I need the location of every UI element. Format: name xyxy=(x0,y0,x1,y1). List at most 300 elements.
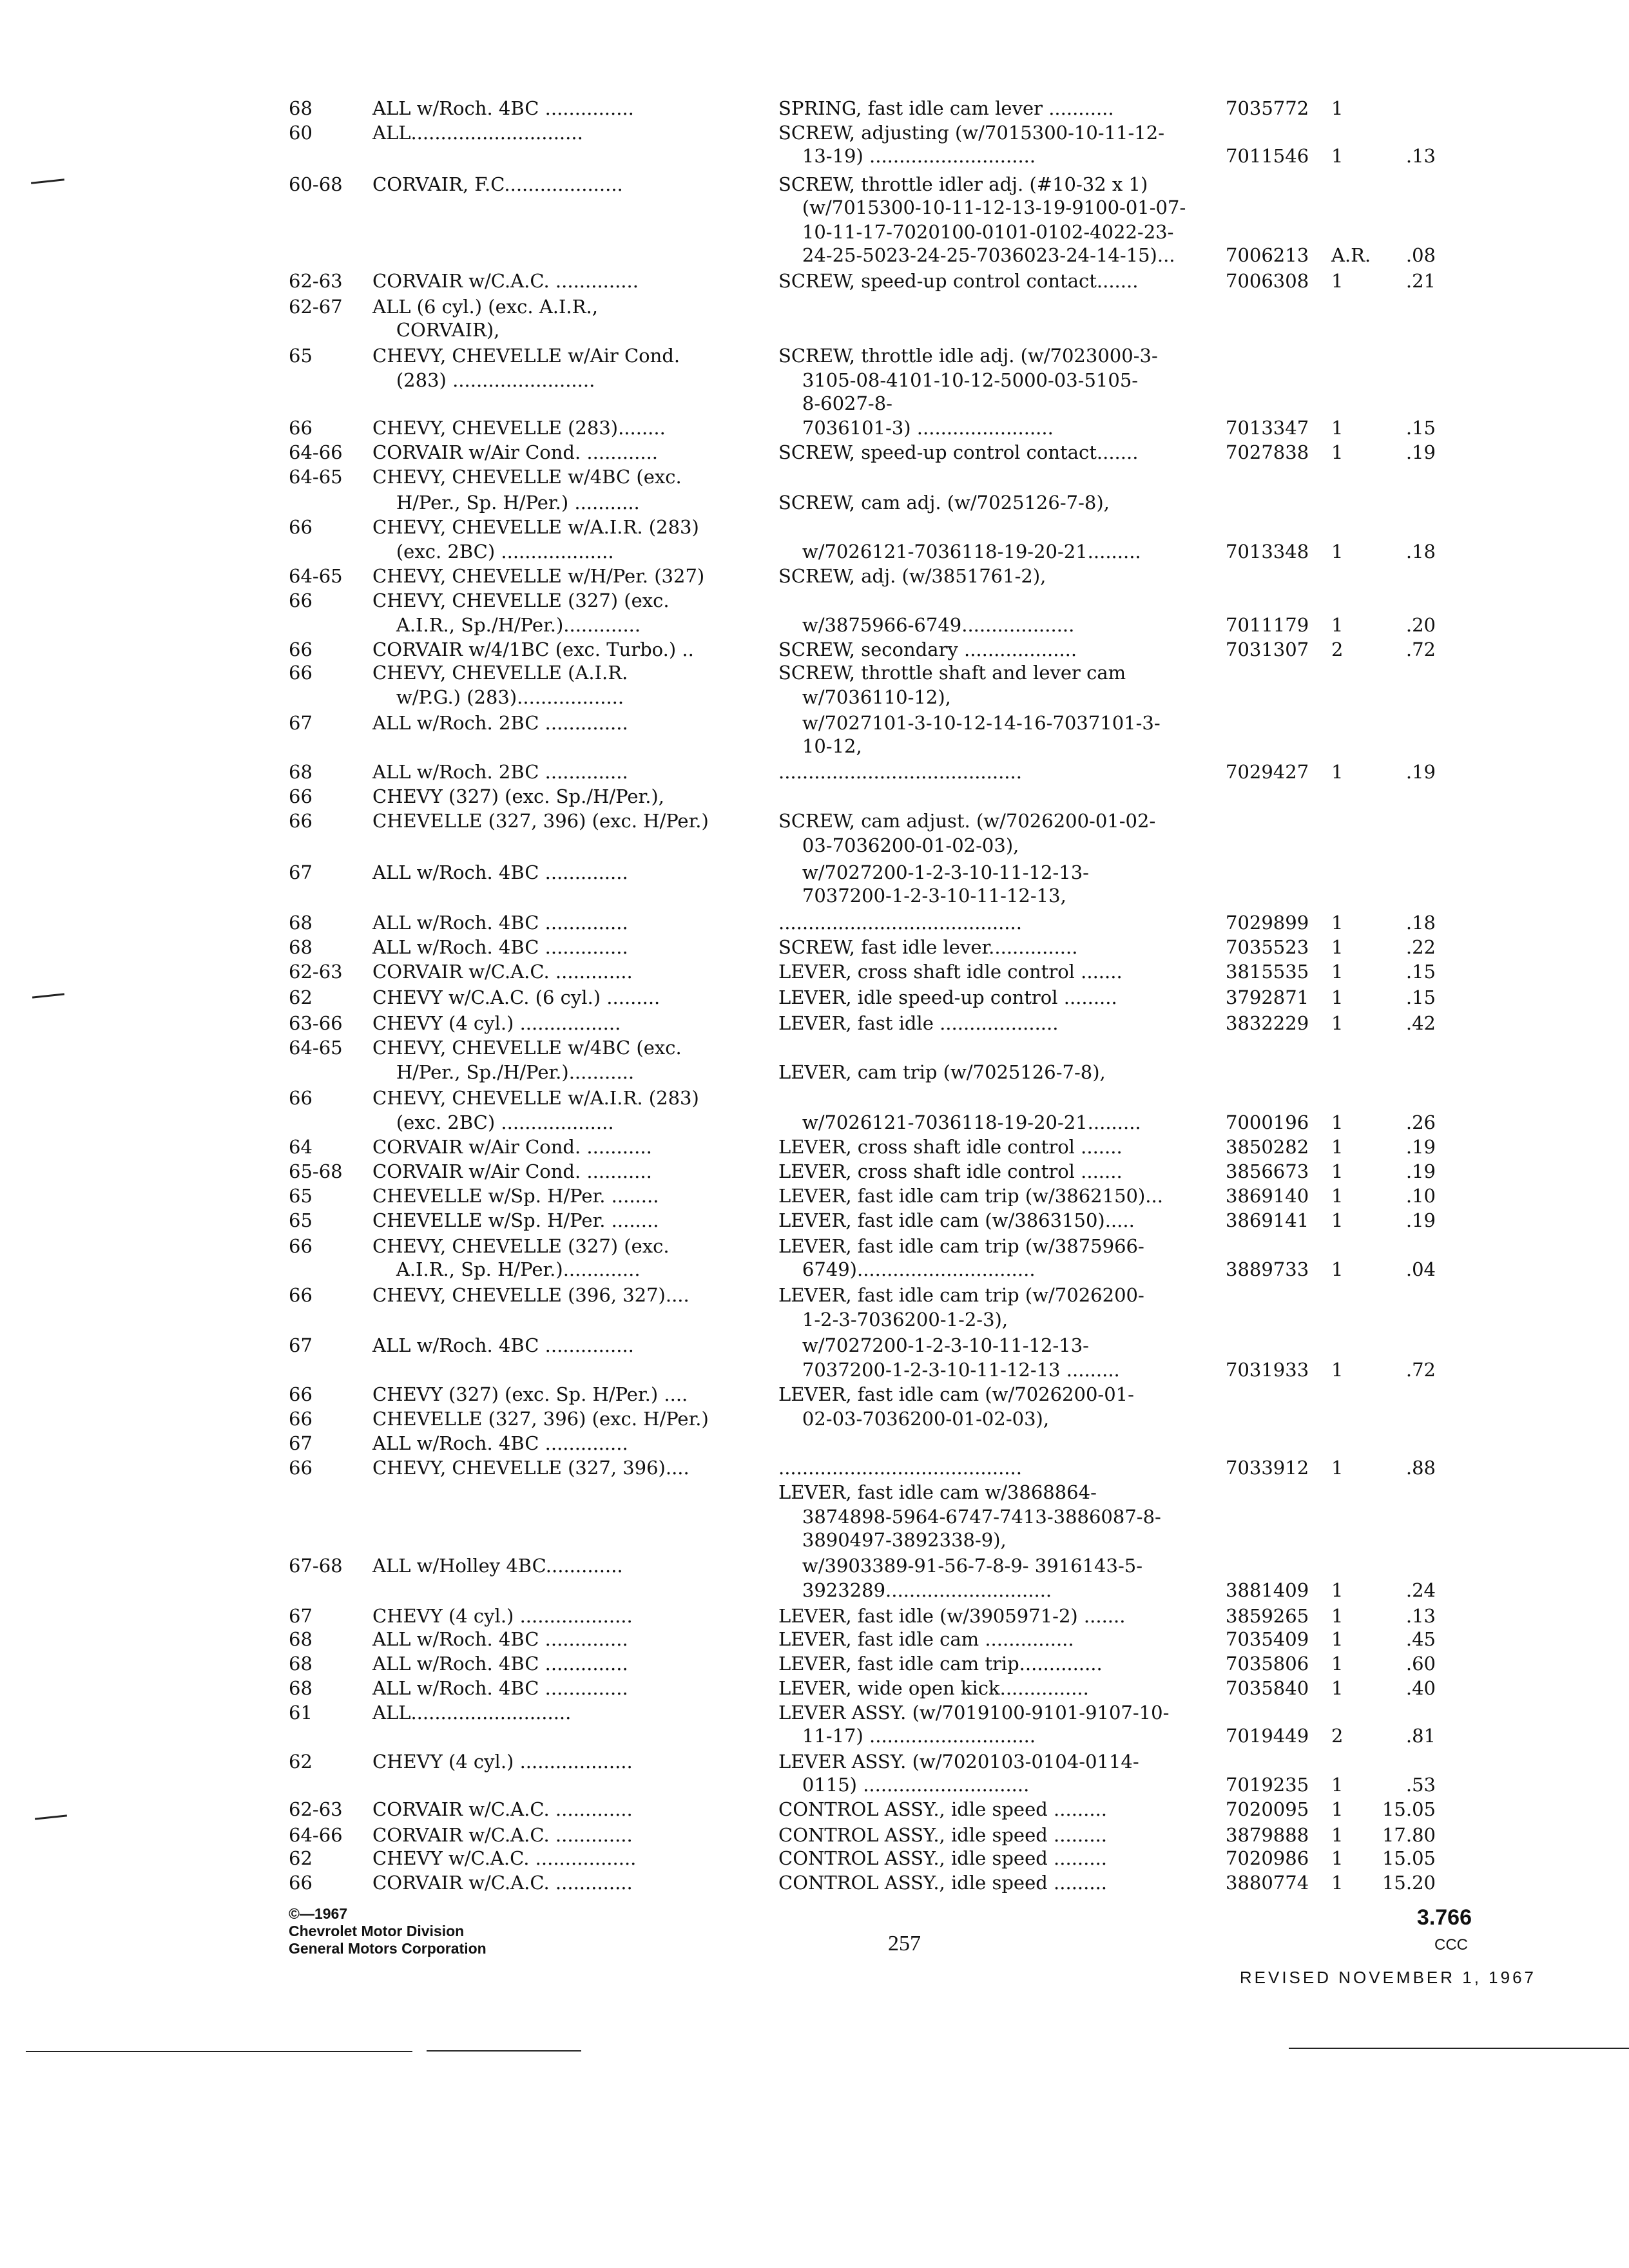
parts-row xyxy=(0,1184,1629,1209)
parts-row xyxy=(0,785,1629,809)
model-description: ALL w/Roch. 4BC ............... xyxy=(372,1334,634,1356)
part-description: ......................................... xyxy=(778,1457,1022,1479)
price: .24 xyxy=(1405,1579,1436,1601)
part-description: LEVER, fast idle cam ............... xyxy=(778,1628,1074,1650)
part-description: 6749).............................. xyxy=(778,1258,1036,1280)
part-description: SCREW, fast idle lever............... xyxy=(778,936,1078,958)
part-description: 8-6027-8- xyxy=(778,392,892,414)
part-description: LEVER, fast idle cam trip (w/7026200- xyxy=(778,1284,1144,1306)
price: .26 xyxy=(1405,1111,1436,1133)
price: .81 xyxy=(1405,1725,1436,1747)
part-number: 7031307 xyxy=(1226,639,1309,660)
price: .18 xyxy=(1405,912,1436,934)
part-number: 7020986 xyxy=(1226,1847,1309,1869)
part-number: 7029899 xyxy=(1226,912,1309,934)
part-description: 3874898-5964-6747-7413-3886087-8- xyxy=(778,1506,1161,1528)
model-year: 68 xyxy=(289,761,313,783)
parts-row xyxy=(0,1652,1629,1677)
model-year: 64-65 xyxy=(289,565,343,587)
part-description: 3105-08-4101-10-12-5000-03-5105- xyxy=(778,369,1139,391)
model-year: 64-66 xyxy=(289,441,343,463)
parts-row xyxy=(0,589,1629,613)
model-description: w/P.G.) (283).................. xyxy=(372,686,624,708)
quantity: A.R. xyxy=(1331,244,1371,266)
quantity: 1 xyxy=(1331,961,1344,983)
part-number: 3869140 xyxy=(1226,1185,1309,1207)
section-code: CCC xyxy=(1434,1936,1468,1954)
part-number: 7000196 xyxy=(1226,1111,1309,1133)
price: .20 xyxy=(1405,614,1436,636)
price: .19 xyxy=(1405,1160,1436,1182)
model-year: 68 xyxy=(289,912,313,934)
model-year: 66 xyxy=(289,1383,313,1405)
part-description: 13-19) ............................ xyxy=(778,145,1036,167)
part-description: LEVER, fast idle cam trip.............. xyxy=(778,1653,1103,1675)
parts-row xyxy=(0,515,1629,540)
model-description: CHEVY, CHEVELLE w/H/Per. (327) xyxy=(372,565,705,587)
model-description: CHEVY, CHEVELLE (396, 327).... xyxy=(372,1284,689,1306)
parts-row xyxy=(0,441,1629,465)
bottom-rule xyxy=(1289,2048,1629,2049)
quantity: 1 xyxy=(1331,1605,1344,1627)
quantity: 2 xyxy=(1331,1725,1344,1747)
model-description: ALL w/Roch. 4BC .............. xyxy=(372,1677,628,1699)
model-description: CORVAIR w/Air Cond. ............ xyxy=(372,441,659,463)
part-number: 7033912 xyxy=(1226,1457,1309,1479)
quantity: 1 xyxy=(1331,912,1344,934)
model-year: 66 xyxy=(289,417,313,439)
part-description: SCREW, cam adjust. (w/7026200-01-02- xyxy=(778,810,1156,832)
quantity: 1 xyxy=(1331,1111,1344,1133)
part-description: ......................................... xyxy=(778,761,1022,783)
parts-row xyxy=(0,1111,1629,1135)
quantity: 1 xyxy=(1331,1359,1344,1381)
part-description: SCREW, throttle idle adj. (w/7023000-3- xyxy=(778,345,1158,367)
price: .72 xyxy=(1405,639,1436,660)
part-description: 7037200-1-2-3-10-11-12-13, xyxy=(778,885,1066,907)
parts-row xyxy=(0,1135,1629,1160)
part-description: LEVER, cross shaft idle control ....... xyxy=(778,1160,1123,1182)
model-year: 67 xyxy=(289,712,313,734)
model-year: 62-67 xyxy=(289,296,343,318)
bottom-rule xyxy=(427,2050,581,2052)
part-description: SCREW, secondary ................... xyxy=(778,639,1077,660)
model-description: A.I.R., Sp. H/Per.)............. xyxy=(372,1258,641,1280)
parts-row xyxy=(0,1258,1629,1282)
model-year: 68 xyxy=(289,1677,313,1699)
quantity: 1 xyxy=(1331,270,1344,292)
model-year: 65 xyxy=(289,1185,313,1207)
model-description: CHEVELLE (327, 396) (exc. H/Per.) xyxy=(372,810,709,832)
parts-row xyxy=(0,960,1629,985)
parts-row xyxy=(0,1235,1629,1259)
part-number: 7035806 xyxy=(1226,1653,1309,1675)
parts-row xyxy=(0,1847,1629,1871)
part-description: LEVER, fast idle cam w/3868864- xyxy=(778,1481,1097,1503)
part-description: SCREW, adj. (w/3851761-2), xyxy=(778,565,1046,587)
parts-row xyxy=(0,760,1629,785)
quantity: 1 xyxy=(1331,1847,1344,1869)
model-description: CHEVY, CHEVELLE (A.I.R. xyxy=(372,662,628,684)
parts-row xyxy=(0,369,1629,393)
parts-row xyxy=(0,1432,1629,1456)
parts-row xyxy=(0,1308,1629,1332)
part-number: 7035772 xyxy=(1226,97,1309,119)
part-description: SCREW, speed-up control contact....... xyxy=(778,270,1139,292)
part-description: LEVER, fast idle cam trip (w/3875966- xyxy=(778,1235,1144,1257)
model-year: 66 xyxy=(289,1284,313,1306)
model-year: 65 xyxy=(289,1209,313,1231)
model-year: 62 xyxy=(289,1751,313,1773)
price: .19 xyxy=(1405,761,1436,783)
part-description: 3890497-3892338-9), xyxy=(778,1529,1007,1551)
model-description: (exc. 2BC) ................... xyxy=(372,1111,614,1133)
model-description: ALL w/Roch. 4BC .............. xyxy=(372,1653,628,1675)
model-description: CHEVY (327) (exc. Sp./H/Per.), xyxy=(372,785,664,807)
model-year: 68 xyxy=(289,1628,313,1650)
price: .08 xyxy=(1405,244,1436,266)
quantity: 1 xyxy=(1331,1824,1344,1846)
model-description: CHEVELLE (327, 396) (exc. H/Per.) xyxy=(372,1408,709,1430)
part-description: 3923289............................ xyxy=(778,1579,1052,1601)
parts-row xyxy=(0,936,1629,960)
parts-row xyxy=(0,613,1629,638)
part-number: 3792871 xyxy=(1226,986,1309,1008)
part-number: 7027838 xyxy=(1226,441,1309,463)
model-description: CHEVY, CHEVELLE (327) (exc. xyxy=(372,1235,670,1257)
part-description: w/7026121-7036118-19-20-21......... xyxy=(778,541,1141,562)
price: .60 xyxy=(1405,1653,1436,1675)
part-description: LEVER, cam trip (w/7025126-7-8), xyxy=(778,1061,1106,1083)
model-description: CHEVY, CHEVELLE (327, 396).... xyxy=(372,1457,689,1479)
model-description: ALL w/Roch. 4BC .............. xyxy=(372,936,628,958)
parts-row xyxy=(0,1334,1629,1358)
parts-row xyxy=(0,1750,1629,1774)
price: 15.05 xyxy=(1382,1847,1436,1869)
quantity: 1 xyxy=(1331,761,1344,783)
parts-row xyxy=(0,1358,1629,1383)
model-year: 64-65 xyxy=(289,1037,343,1059)
parts-row xyxy=(0,711,1629,736)
part-number: 3850282 xyxy=(1226,1136,1309,1158)
quantity: 1 xyxy=(1331,97,1344,119)
part-description: SCREW, adjusting (w/7015300-10-11-12- xyxy=(778,122,1164,144)
part-number: 7035840 xyxy=(1226,1677,1309,1699)
parts-row xyxy=(0,638,1629,662)
model-description: CHEVY, CHEVELLE (327) (exc. xyxy=(372,590,670,611)
model-description: CORVAIR w/Air Cond. ........... xyxy=(372,1136,652,1158)
model-year: 66 xyxy=(289,810,313,832)
part-number: 7035409 xyxy=(1226,1628,1309,1650)
part-description: 10-11-17-7020100-0101-0102-4022-23- xyxy=(778,221,1174,243)
model-description: CHEVY, CHEVELLE (283)........ xyxy=(372,417,666,439)
parts-row xyxy=(0,861,1629,885)
model-year: 66 xyxy=(289,1235,313,1257)
parts-row xyxy=(0,1283,1629,1308)
part-description: w/7027200-1-2-3-10-11-12-13- xyxy=(778,1334,1089,1356)
model-year: 64 xyxy=(289,1136,313,1158)
parts-row xyxy=(0,1823,1629,1848)
quantity: 1 xyxy=(1331,1258,1344,1280)
model-year: 67 xyxy=(289,1334,313,1356)
model-year: 64-65 xyxy=(289,466,343,488)
model-description: CHEVY w/C.A.C. (6 cyl.) ......... xyxy=(372,986,660,1008)
part-description: LEVER ASSY. (w/7019100-9101-9107-10- xyxy=(778,1702,1170,1724)
price: .19 xyxy=(1405,1136,1436,1158)
quantity: 1 xyxy=(1331,1012,1344,1034)
model-description: CHEVELLE w/Sp. H/Per. ........ xyxy=(372,1185,659,1207)
part-description: 7036101-3) ....................... xyxy=(778,417,1054,439)
part-description: w/3875966-6749................... xyxy=(778,614,1075,636)
model-year: 66 xyxy=(289,639,313,660)
parts-row xyxy=(0,97,1629,121)
model-description: ALL w/Roch. 2BC .............. xyxy=(372,761,628,783)
price: 15.20 xyxy=(1382,1872,1436,1894)
price: .72 xyxy=(1405,1359,1436,1381)
part-number: 3880774 xyxy=(1226,1872,1309,1894)
part-description: (w/7015300-10-11-12-13-19-9100-01-07- xyxy=(778,197,1186,218)
model-description: ALL w/Roch. 4BC .............. xyxy=(372,912,628,934)
model-description: CHEVY (4 cyl.) ................. xyxy=(372,1012,621,1034)
part-number: 7019449 xyxy=(1226,1725,1309,1747)
part-description: 0115) ............................ xyxy=(778,1774,1030,1796)
model-year: 62-63 xyxy=(289,961,343,983)
model-description: CHEVY, CHEVELLE w/4BC (exc. xyxy=(372,1037,682,1059)
part-description: w/3903389-91-56-7-8-9- 3916143-5- xyxy=(778,1555,1142,1577)
price: .19 xyxy=(1405,441,1436,463)
quantity: 1 xyxy=(1331,1872,1344,1894)
quantity: 1 xyxy=(1331,1457,1344,1479)
parts-row xyxy=(0,911,1629,936)
part-description: 11-17) ............................ xyxy=(778,1725,1036,1747)
parts-row xyxy=(0,1209,1629,1233)
quantity: 1 xyxy=(1331,1185,1344,1207)
quantity: 1 xyxy=(1331,145,1344,167)
quantity: 1 xyxy=(1331,1653,1344,1675)
quantity: 1 xyxy=(1331,936,1344,958)
model-year: 66 xyxy=(289,516,313,538)
model-year: 66 xyxy=(289,1872,313,1894)
model-year: 66 xyxy=(289,662,313,684)
price: 17.80 xyxy=(1382,1824,1436,1846)
quantity: 1 xyxy=(1331,1774,1344,1796)
part-description: w/7027101-3-10-12-14-16-7037101-3- xyxy=(778,712,1161,734)
part-description: LEVER, fast idle (w/3905971-2) ....... xyxy=(778,1605,1126,1627)
part-description: LEVER, idle speed-up control ......... xyxy=(778,986,1117,1008)
model-year: 62 xyxy=(289,1847,313,1869)
part-description: w/7036110-12), xyxy=(778,686,951,708)
model-description: CHEVY, CHEVELLE w/4BC (exc. xyxy=(372,466,682,488)
model-description: ALL w/Holley 4BC............. xyxy=(372,1555,623,1577)
model-year: 67-68 xyxy=(289,1555,343,1577)
price: .40 xyxy=(1405,1677,1436,1699)
part-description: w/7026121-7036118-19-20-21......... xyxy=(778,1111,1141,1133)
part-number: 7029427 xyxy=(1226,761,1309,783)
parts-row xyxy=(0,244,1629,268)
quantity: 1 xyxy=(1331,1798,1344,1820)
part-description: 24-25-5023-24-25-7036023-24-14-15)... xyxy=(778,244,1175,266)
parts-row xyxy=(0,1061,1629,1085)
part-description: 03-7036200-01-02-03), xyxy=(778,834,1019,856)
revision-date: REVISED NOVEMBER 1, 1967 xyxy=(1239,1968,1536,1987)
model-description: CORVAIR, F.C.................... xyxy=(372,173,623,195)
parts-row xyxy=(0,392,1629,416)
parts-row xyxy=(0,1871,1629,1896)
quantity: 1 xyxy=(1331,541,1344,562)
parts-row xyxy=(0,1628,1629,1652)
part-description: 02-03-7036200-01-02-03), xyxy=(778,1408,1050,1430)
model-description: A.I.R., Sp./H/Per.)............. xyxy=(372,614,641,636)
parts-row xyxy=(0,564,1629,589)
parts-row xyxy=(0,1505,1629,1530)
parts-row xyxy=(0,295,1629,320)
copyright-block xyxy=(289,1905,487,1957)
parts-row xyxy=(0,1554,1629,1579)
parts-row xyxy=(0,220,1629,245)
model-description: CHEVY, CHEVELLE w/Air Cond. xyxy=(372,345,680,367)
price: 15.05 xyxy=(1382,1798,1436,1820)
parts-row xyxy=(0,1773,1629,1798)
part-number: 7011179 xyxy=(1226,614,1309,636)
part-number: 3832229 xyxy=(1226,1012,1309,1034)
part-number: 7013347 xyxy=(1226,417,1309,439)
quantity: 1 xyxy=(1331,1579,1344,1601)
part-description: SCREW, cam adj. (w/7025126-7-8), xyxy=(778,492,1110,514)
part-number: 7019235 xyxy=(1226,1774,1309,1796)
price: .42 xyxy=(1405,1012,1436,1034)
parts-row xyxy=(0,269,1629,294)
model-description: H/Per., Sp./H/Per.)........... xyxy=(372,1061,635,1083)
model-description: CHEVY (327) (exc. Sp. H/Per.) .... xyxy=(372,1383,688,1405)
part-description: SPRING, fast idle cam lever ........... xyxy=(778,97,1114,119)
part-description: LEVER, fast idle cam (w/3863150)..... xyxy=(778,1209,1135,1231)
parts-row xyxy=(0,1798,1629,1822)
parts-row xyxy=(0,344,1629,369)
model-description: CORVAIR), xyxy=(372,319,500,341)
parts-row xyxy=(0,986,1629,1010)
section-number: 3.766 xyxy=(1416,1905,1472,1930)
model-year: 61 xyxy=(289,1702,313,1724)
parts-row xyxy=(0,1160,1629,1184)
part-number: 3889733 xyxy=(1226,1258,1309,1280)
model-description: CHEVY w/C.A.C. ................. xyxy=(372,1847,637,1869)
part-number: 7020095 xyxy=(1226,1798,1309,1820)
model-year: 64-66 xyxy=(289,1824,343,1846)
model-year: 67 xyxy=(289,1432,313,1454)
model-description: ALL........................... xyxy=(372,1702,572,1724)
part-number: 7013348 xyxy=(1226,541,1309,562)
quantity: 1 xyxy=(1331,1677,1344,1699)
model-year: 66 xyxy=(289,1408,313,1430)
bottom-rule xyxy=(26,2051,412,2052)
price: .15 xyxy=(1405,986,1436,1008)
price: .22 xyxy=(1405,936,1436,958)
part-description: CONTROL ASSY., idle speed ......... xyxy=(778,1824,1108,1846)
parts-row xyxy=(0,1528,1629,1553)
parts-row xyxy=(0,809,1629,834)
part-description: LEVER ASSY. (w/7020103-0104-0114- xyxy=(778,1751,1139,1773)
quantity: 1 xyxy=(1331,986,1344,1008)
model-description: CHEVELLE w/Sp. H/Per. ........ xyxy=(372,1209,659,1231)
price: .13 xyxy=(1405,145,1436,167)
parts-row xyxy=(0,1579,1629,1603)
price: .19 xyxy=(1405,1209,1436,1231)
model-description: ALL w/Roch. 4BC .............. xyxy=(372,861,628,883)
part-description: 10-12, xyxy=(778,735,862,757)
model-description: CORVAIR w/Air Cond. ........... xyxy=(372,1160,652,1182)
parts-row xyxy=(0,661,1629,686)
part-description: SCREW, throttle idler adj. (#10-32 x 1) xyxy=(778,173,1148,195)
quantity: 1 xyxy=(1331,1628,1344,1650)
quantity: 1 xyxy=(1331,441,1344,463)
parts-row xyxy=(0,1036,1629,1061)
parts-row xyxy=(0,1724,1629,1749)
model-year: 66 xyxy=(289,785,313,807)
part-number: 3869141 xyxy=(1226,1209,1309,1231)
quantity: 2 xyxy=(1331,639,1344,660)
parts-row xyxy=(0,1677,1629,1701)
model-year: 60-68 xyxy=(289,173,343,195)
model-description: CHEVY (4 cyl.) ................... xyxy=(372,1751,633,1773)
price: .45 xyxy=(1405,1628,1436,1650)
parts-row xyxy=(0,540,1629,564)
model-description: ALL (6 cyl.) (exc. A.I.R., xyxy=(372,296,598,318)
model-year: 68 xyxy=(289,1653,313,1675)
parts-row xyxy=(0,121,1629,146)
parts-row xyxy=(0,1701,1629,1725)
copyright-division: Chevrolet Motor Division xyxy=(289,1923,465,1939)
price: .10 xyxy=(1405,1185,1436,1207)
price: .15 xyxy=(1405,417,1436,439)
copyright-year: ©—1967 xyxy=(289,1905,348,1922)
model-description: CORVAIR w/C.A.C. .............. xyxy=(372,270,639,292)
model-description: H/Per., Sp. H/Per.) ........... xyxy=(372,492,640,514)
parts-row xyxy=(0,1407,1629,1432)
model-description: ALL w/Roch. 4BC ............... xyxy=(372,97,634,119)
copyright-corporation: General Motors Corporation xyxy=(289,1940,487,1957)
model-description: CORVAIR w/C.A.C. ............. xyxy=(372,1798,633,1820)
part-number: 7006213 xyxy=(1226,244,1309,266)
part-description: CONTROL ASSY., idle speed ......... xyxy=(778,1872,1108,1894)
part-description: w/7027200-1-2-3-10-11-12-13- xyxy=(778,861,1089,883)
model-year: 67 xyxy=(289,1605,313,1627)
model-description: (283) ........................ xyxy=(372,369,595,391)
price: .13 xyxy=(1405,1605,1436,1627)
model-year: 65-68 xyxy=(289,1160,343,1182)
parts-row xyxy=(0,1012,1629,1036)
part-description: LEVER, fast idle .................... xyxy=(778,1012,1059,1034)
part-number: 3815535 xyxy=(1226,961,1309,983)
part-number: 3879888 xyxy=(1226,1824,1309,1846)
model-description: CHEVY, CHEVELLE w/A.I.R. (283) xyxy=(372,516,699,538)
model-description: CHEVY (4 cyl.) ................... xyxy=(372,1605,633,1627)
model-description: CORVAIR w/C.A.C. ............. xyxy=(372,961,633,983)
model-description: CORVAIR w/4/1BC (exc. Turbo.) .. xyxy=(372,639,694,660)
parts-row xyxy=(0,1456,1629,1481)
model-year: 62-63 xyxy=(289,270,343,292)
part-number: 7006308 xyxy=(1226,270,1309,292)
price: .21 xyxy=(1405,270,1436,292)
model-year: 68 xyxy=(289,936,313,958)
part-description: LEVER, cross shaft idle control ....... xyxy=(778,1136,1123,1158)
model-description: ALL............................. xyxy=(372,122,583,144)
parts-row xyxy=(0,465,1629,490)
model-year: 63-66 xyxy=(289,1012,343,1034)
parts-row xyxy=(0,686,1629,710)
price: .18 xyxy=(1405,541,1436,562)
model-description: CORVAIR w/C.A.C. ............. xyxy=(372,1872,633,1894)
model-year: 62 xyxy=(289,986,313,1008)
